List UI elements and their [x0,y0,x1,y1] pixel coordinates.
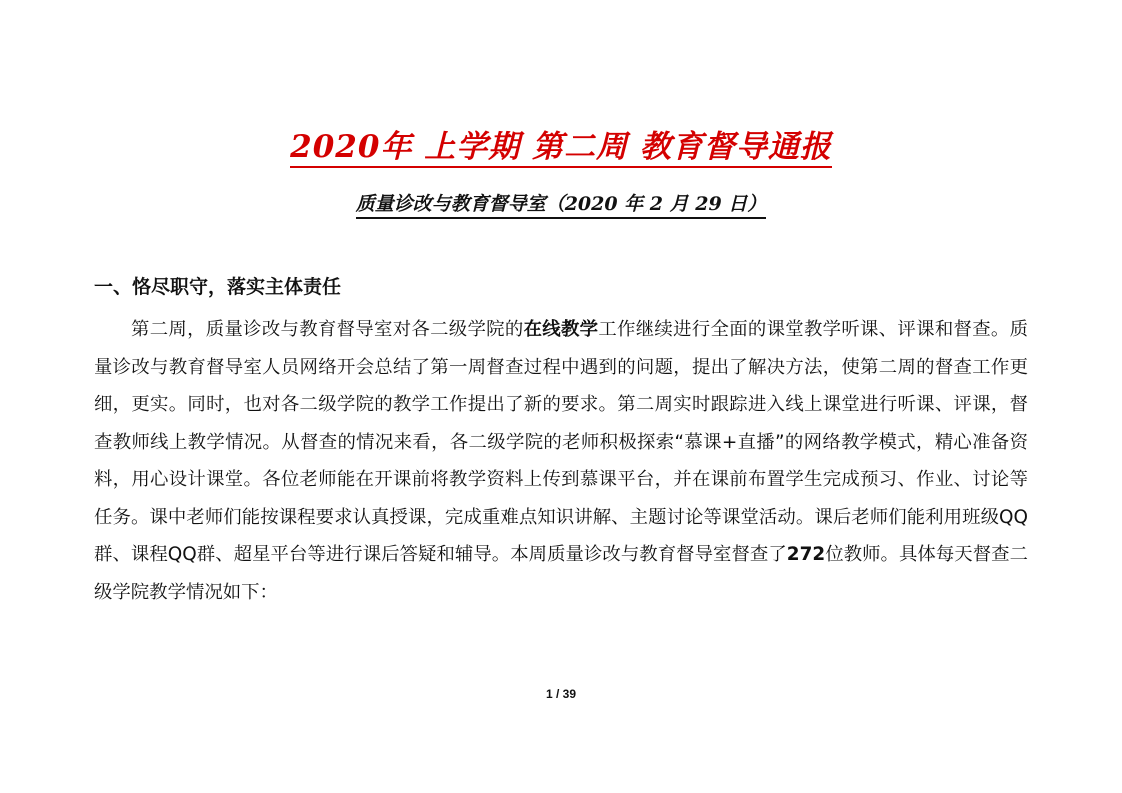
document-title-text: 2020年 上学期 第二周 教育督导通报 [290,129,832,168]
page-number: 1 / 39 [545,687,577,701]
section-paragraph [94,311,1028,611]
section-heading: 一、恪尽职守，落实主体责任 [94,276,342,298]
document-title [0,127,1122,167]
paragraph-text-1: 第二周，质量诊改与教育督导室对各二级学院的 [131,319,524,340]
paragraph-bold-teacher-count: 272 [786,544,826,565]
document-subtitle-text: 质量诊改与教育督导室（2020 年 2 月 29 日） [356,193,767,219]
paragraph-text-3: 位教师。具体每天督查二级学院教学情况如下： [94,544,1028,603]
document-subtitle [0,190,1122,218]
paragraph-bold-online-teaching: 在线教学 [523,319,599,340]
paragraph-text-2: 工作继续进行全面的课堂教学听课、评课和督查。质量诊改与教育督导室人员网络开会总结了第一周督查过程中遇到的问题，提出了解决方法，使第二周的督查工作更细，更实。同时，也对各二级学院的教学工作提出了新的要求。第二周实时跟踪进入线上课堂进行听课、评课，督查教师线上教学情况。从督查的情况来看，各二级学院的老师积极探索“慕课+直播”的网络教学模式，精心准备资料，用心设计课堂。各位老师能在开课前将教学资料上传到慕课平台，并在课前布置学生完成预习、作业、讨论等任务。课中老师们能按课程要求认真授课，完成重难点知识讲解、主题讨论等课堂活动。课后老师们能利用班级QQ群、课程QQ群、超星平台等进行课后答疑和辅导。本周质量诊改与教育督导室督查了 [94,319,1028,565]
